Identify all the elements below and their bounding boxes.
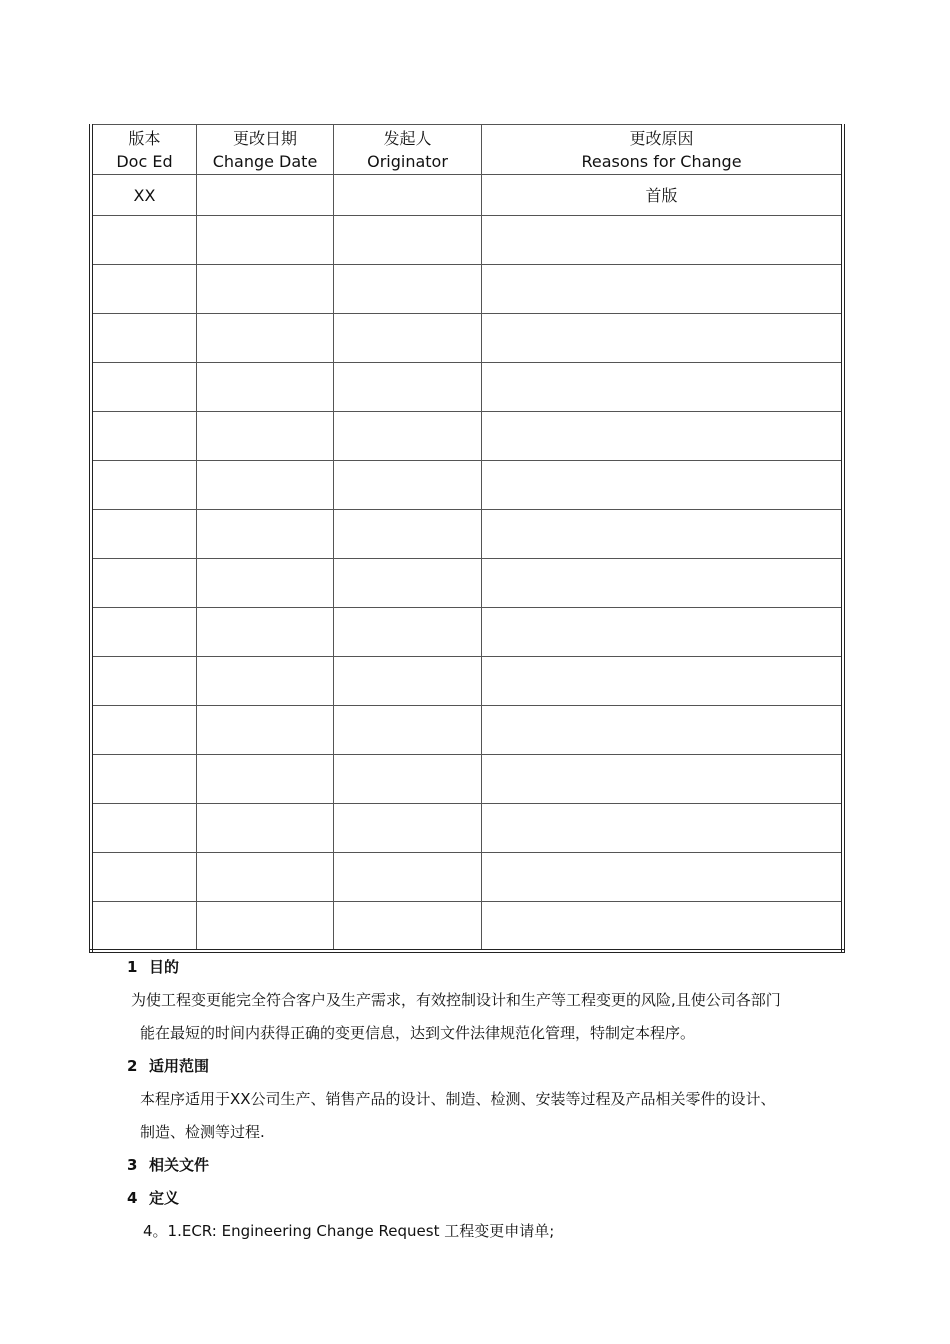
cell-originator [334, 608, 482, 657]
cell-originator [334, 461, 482, 510]
revision-table-body [91, 175, 843, 951]
cell-originator [334, 314, 482, 363]
table-row [91, 902, 843, 951]
cell-change-date [197, 853, 334, 902]
header-reasons: 更改原因 Reasons for Change [482, 125, 844, 175]
cell-reasons [482, 510, 844, 559]
cell-reasons [482, 755, 844, 804]
cell-reasons [482, 706, 844, 755]
table-row [91, 608, 843, 657]
cell-originator [334, 755, 482, 804]
cell-originator [334, 804, 482, 853]
cell-reasons [482, 265, 844, 314]
cell-change-date [197, 265, 334, 314]
cell-change-date [197, 461, 334, 510]
cell-change-date [197, 216, 334, 265]
table-row [91, 657, 843, 706]
cell-doc-ed [91, 657, 197, 706]
section-1-text-line-2: 能在最短的时间内获得正确的变更信息，达到文件法律规范化管理，特制定本程序。 [140, 1024, 696, 1042]
table-row [91, 175, 843, 216]
cell-change-date [197, 608, 334, 657]
cell-doc-ed [91, 265, 197, 314]
cell-originator [334, 657, 482, 706]
cell-change-date [197, 559, 334, 608]
table-row [91, 559, 843, 608]
cell-doc-ed: XX [91, 175, 197, 216]
cell-originator [334, 706, 482, 755]
cell-reasons [482, 559, 844, 608]
cell-doc-ed [91, 314, 197, 363]
table-row [91, 412, 843, 461]
cell-reasons [482, 608, 844, 657]
cell-change-date [197, 363, 334, 412]
cell-originator [334, 510, 482, 559]
cell-reasons [482, 412, 844, 461]
table-row [91, 216, 843, 265]
table-row [91, 461, 843, 510]
cell-originator [334, 363, 482, 412]
cell-change-date [197, 706, 334, 755]
cell-originator [334, 902, 482, 951]
section-3-heading: 3 相关文件 [127, 1156, 210, 1174]
cell-doc-ed [91, 608, 197, 657]
cell-reasons [482, 804, 844, 853]
cell-doc-ed [91, 412, 197, 461]
cell-reasons [482, 216, 844, 265]
cell-originator [334, 175, 482, 216]
section-2-text-line-1: 本程序适用于XX公司生产、销售产品的设计、制造、检测、安装等过程及产品相关零件的设计、 [140, 1090, 776, 1108]
cell-change-date [197, 902, 334, 951]
cell-doc-ed [91, 363, 197, 412]
header-doc-ed: 版本 Doc Ed [91, 125, 197, 175]
cell-originator [334, 559, 482, 608]
section-2-heading: 2 适用范围 [127, 1057, 210, 1075]
table-row [91, 755, 843, 804]
section-1-text-line-1: 为使工程变更能完全符合客户及生产需求，有效控制设计和生产等工程变更的风险,且使公司各部门 [131, 991, 781, 1009]
table-row [91, 853, 843, 902]
cell-doc-ed [91, 706, 197, 755]
table-row [91, 510, 843, 559]
header-originator: 发起人 Originator [334, 125, 482, 175]
cell-change-date [197, 175, 334, 216]
cell-doc-ed [91, 853, 197, 902]
cell-change-date [197, 314, 334, 363]
section-4-definition-1: 4。1.ECR: Engineering Change Request 工程变更申请单; [143, 1222, 555, 1240]
cell-doc-ed [91, 216, 197, 265]
cell-change-date [197, 510, 334, 559]
cell-doc-ed [91, 510, 197, 559]
cell-reasons [482, 853, 844, 902]
cell-originator [334, 853, 482, 902]
table-row [91, 265, 843, 314]
cell-originator [334, 265, 482, 314]
table-row [91, 314, 843, 363]
table-row [91, 706, 843, 755]
cell-change-date [197, 755, 334, 804]
table-header-row [91, 125, 843, 175]
cell-reasons [482, 902, 844, 951]
section-1-heading: 1 目的 [127, 958, 180, 976]
revision-history-table [89, 124, 845, 953]
cell-doc-ed [91, 804, 197, 853]
cell-originator [334, 216, 482, 265]
cell-originator [334, 412, 482, 461]
cell-reasons [482, 363, 844, 412]
cell-reasons [482, 657, 844, 706]
cell-reasons [482, 461, 844, 510]
cell-reasons [482, 314, 844, 363]
cell-doc-ed [91, 461, 197, 510]
cell-doc-ed [91, 902, 197, 951]
cell-change-date [197, 412, 334, 461]
table-row [91, 804, 843, 853]
cell-doc-ed [91, 755, 197, 804]
cell-change-date [197, 657, 334, 706]
cell-doc-ed [91, 559, 197, 608]
table-row [91, 363, 843, 412]
section-4-heading: 4 定义 [127, 1189, 180, 1207]
cell-change-date [197, 804, 334, 853]
cell-reasons: 首版 [482, 175, 844, 216]
section-2-text-line-2: 制造、检测等过程. [140, 1123, 265, 1141]
header-change-date: 更改日期 Change Date [197, 125, 334, 175]
